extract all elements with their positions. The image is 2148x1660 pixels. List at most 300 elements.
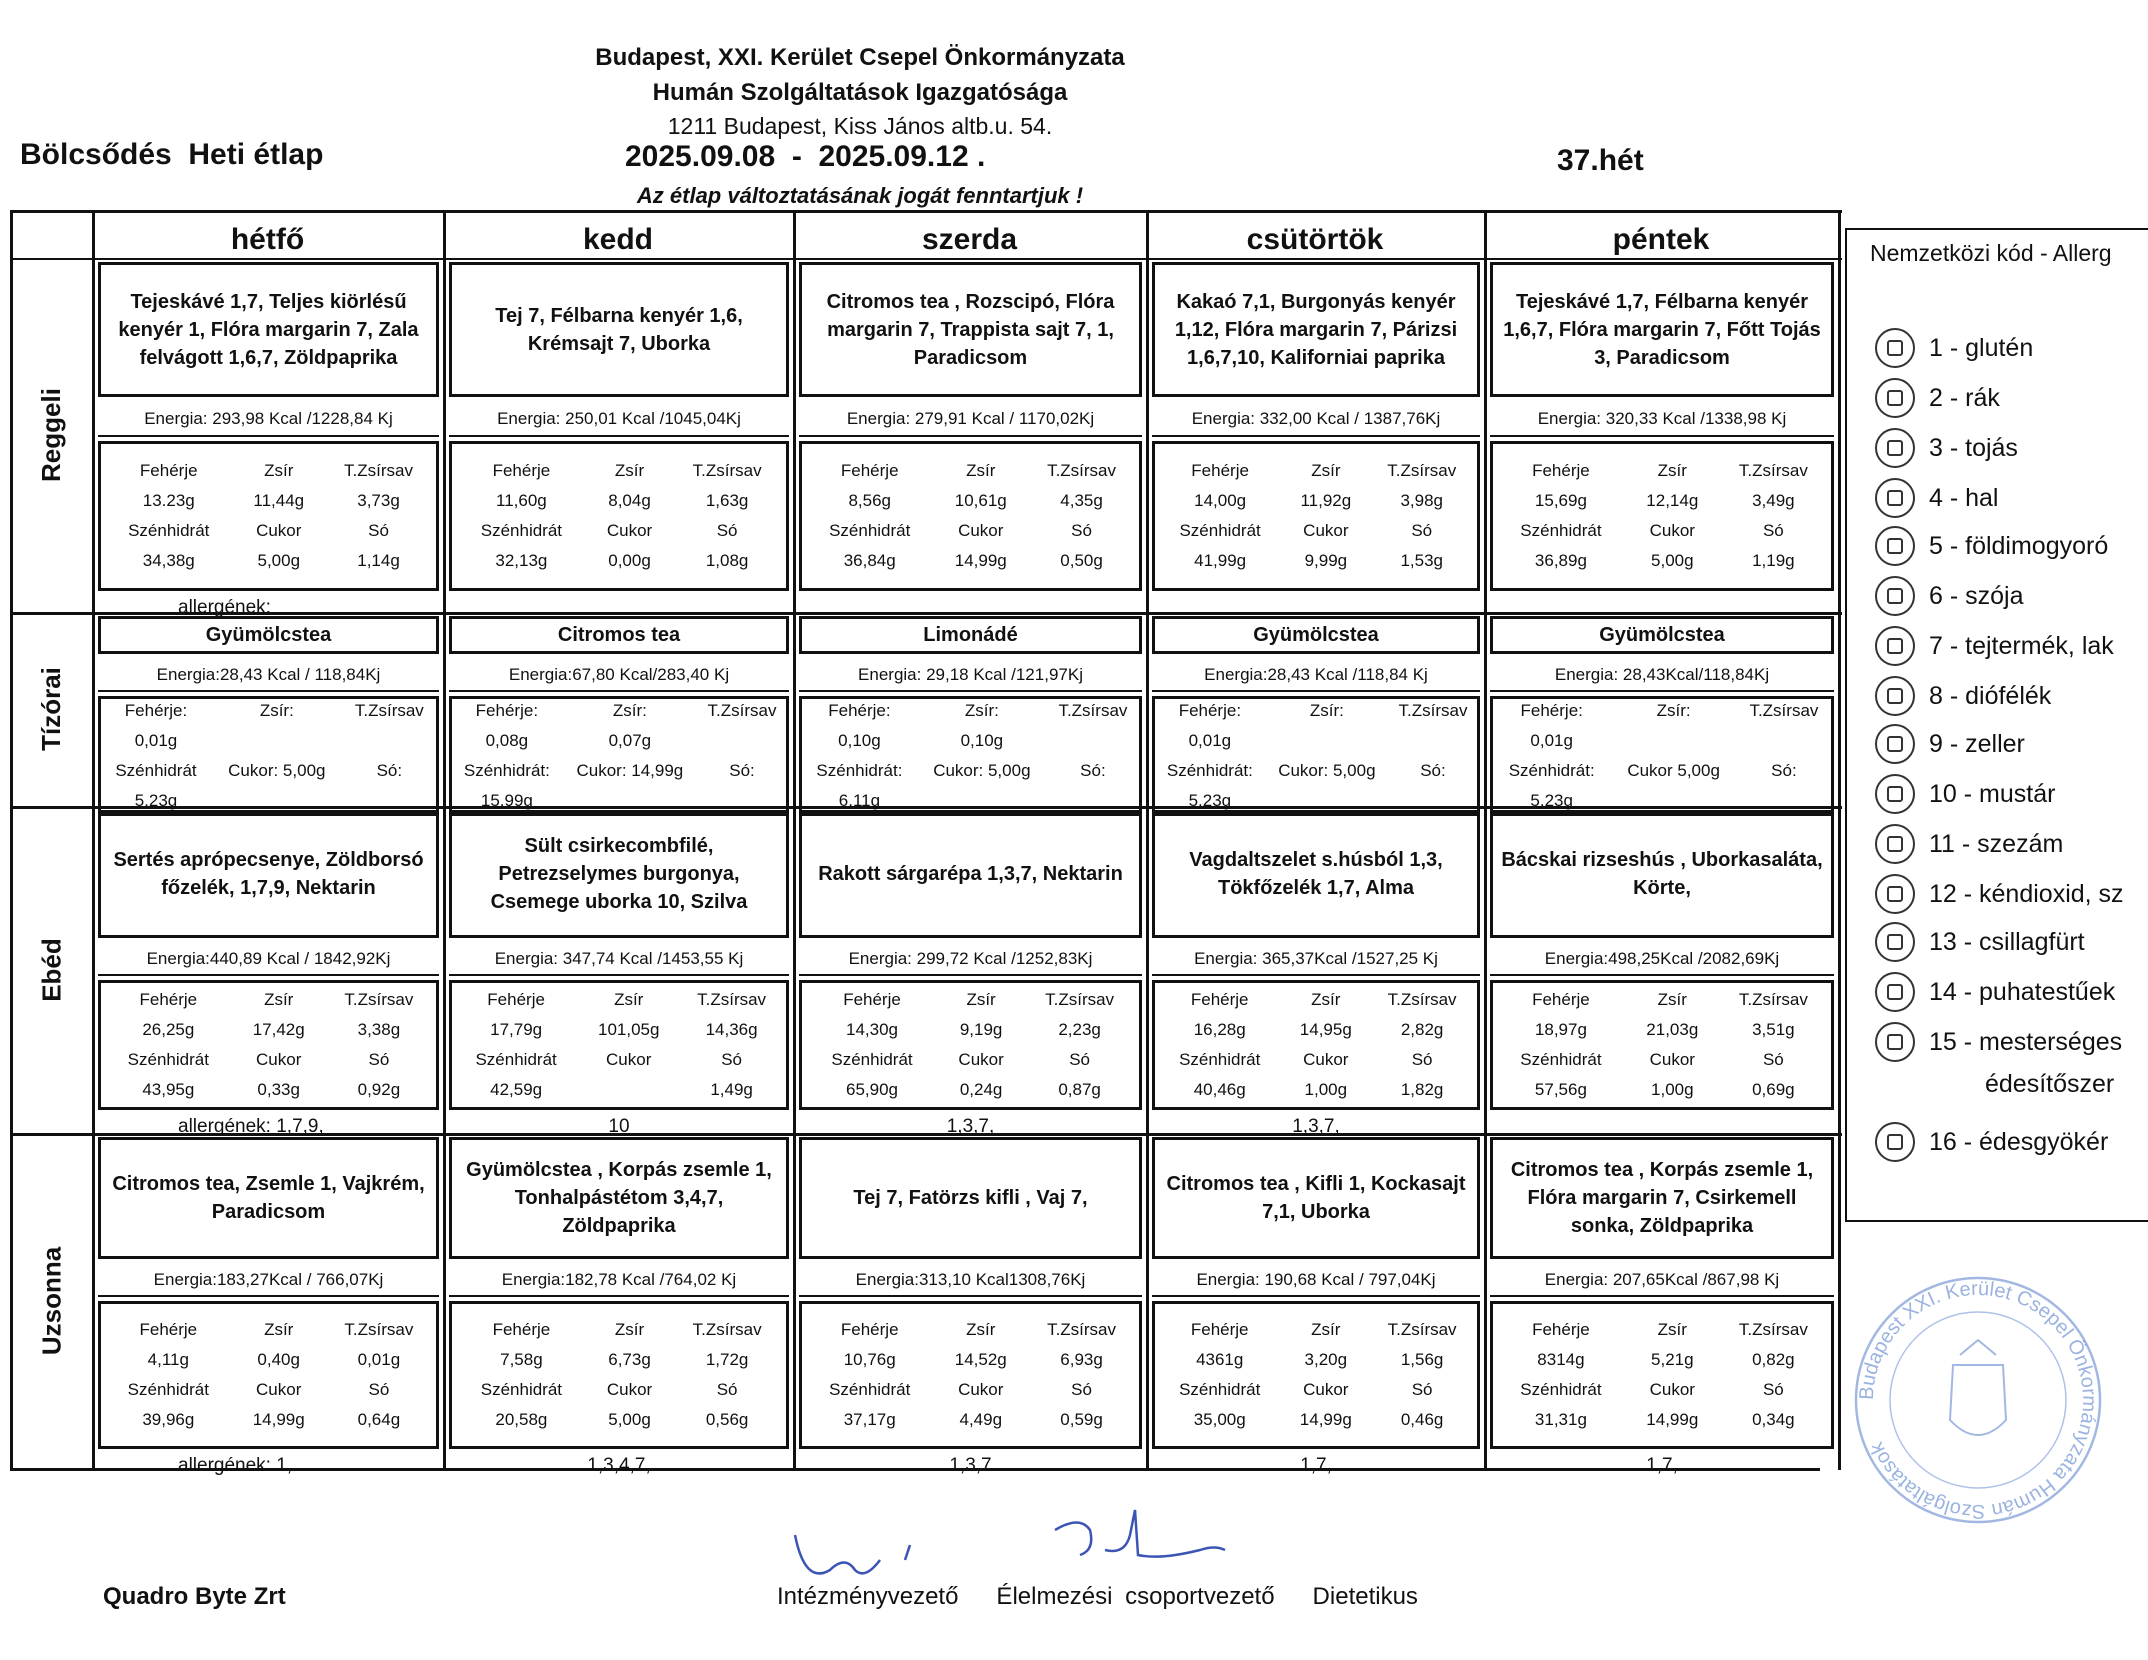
nutrient-row	[802, 1375, 1139, 1405]
nutrient-row	[101, 726, 436, 756]
nutrient-label: Fehérje	[840, 1320, 899, 1339]
nutrient-value: 1,19g	[1752, 551, 1795, 570]
milk-icon	[1875, 626, 1915, 666]
nutrient-value: 11,44g	[253, 491, 305, 510]
legend-item-6	[1875, 626, 2114, 666]
nutrient-label: Szénhidrát	[829, 1380, 911, 1399]
nutrient-label: Zsír	[966, 990, 996, 1009]
nutrient-row	[101, 1315, 436, 1345]
uzsonna-energy-1: Energia:182,78 Kcal /764,02 Kj	[449, 1263, 789, 1297]
official-stamp	[1848, 1270, 2108, 1530]
reggeli-nutrients-0	[98, 441, 439, 591]
nutrient-table	[1493, 1315, 1831, 1435]
nutrient-row	[452, 985, 786, 1015]
nutrient-value: 3,49g	[1752, 491, 1795, 510]
nutrient-label: Só	[716, 521, 738, 540]
nutrient-value	[211, 726, 343, 756]
nutrient-label: Só:	[729, 761, 755, 780]
legend-item-10	[1875, 824, 2063, 864]
tizorai-menu-1	[449, 616, 789, 654]
nutrient-value: 10,61g	[954, 491, 1007, 510]
nutrient-label: Zsír	[264, 990, 294, 1009]
nutrient-value: 26,25g	[142, 1020, 195, 1039]
ebed-energy-4: Energia:498,25Kcal /2082,69Kj	[1490, 942, 1834, 976]
nutrient-label: Zsír	[966, 1320, 996, 1339]
ebed-allergens-0: allergének: 1,7,9,	[178, 1116, 324, 1137]
nutrient-value: 5,21g	[1651, 1350, 1694, 1369]
soy-icon	[1875, 576, 1915, 616]
nutrient-value: 42,59g	[490, 1080, 543, 1099]
grid-column-line	[1484, 210, 1487, 1470]
nutrient-label: Szénhidrát	[1179, 1050, 1261, 1069]
uzsonna-energy-2: Energia:313,10 Kcal1308,76Kj	[799, 1263, 1142, 1297]
nutrient-row	[1155, 1405, 1477, 1435]
nutrient-value: 5,23g	[1188, 791, 1232, 810]
legend-item-8	[1875, 724, 2025, 764]
nutrient-row	[1155, 1315, 1477, 1345]
stamp-text: Budapest XXI. Kerület Csepel Önkormányzata Humán Szolgáltatások	[1855, 1277, 2101, 1523]
nutrient-label: T.Zsírsav	[1387, 461, 1457, 480]
nutrient-label: Só	[1762, 521, 1784, 540]
nutrient-value: 35,00g	[1193, 1410, 1246, 1429]
reggeli-nutrients-1	[449, 441, 789, 591]
nutrient-row	[1493, 1075, 1831, 1105]
nutrient-label: Cukor: 14,99g	[576, 761, 684, 780]
nutrient-value: 10,76g	[843, 1350, 896, 1369]
nutrient-value: 6,93g	[1060, 1350, 1103, 1369]
nutrient-value	[580, 1075, 677, 1105]
legend-item-label: 8 - diófélék	[1929, 681, 2052, 710]
sulphite-icon	[1875, 874, 1915, 914]
nutrient-label: Fehérje:	[475, 701, 539, 720]
nutrient-label: Szénhidrát	[1520, 521, 1602, 540]
uzsonna-menu-text: Citromos tea , Korpás zsemle 1, Flóra margarin 7, Csirkemell sonka, Zöldpaprika	[1510, 1159, 1814, 1237]
nutrient-value: 0,40g	[257, 1350, 300, 1369]
nutrient-label: Fehérje	[492, 461, 551, 480]
nutrient-table	[452, 456, 786, 576]
nutrient-label: Zsír	[966, 461, 996, 480]
nutrient-value: 0,24g	[959, 1080, 1003, 1099]
reggeli-menu-text: Kakaó 7,1, Burgonyás kenyér 1,12, Flóra margarin 7, Párizsi 1,6,7,10, Kaliforniai paprika	[1174, 290, 1458, 369]
nutrient-label: Só	[368, 1050, 390, 1069]
nutrient-value: 14,30g	[846, 1020, 899, 1039]
nutrient-row	[452, 726, 786, 756]
nutrient-label: T.Zsírsav	[1047, 1320, 1117, 1339]
legend-item-2	[1875, 428, 2018, 468]
nutrient-label: Fehérje	[1532, 461, 1590, 480]
nutrient-value: 0,34g	[1752, 1410, 1795, 1429]
sweetener-icon	[1875, 1022, 1915, 1062]
nutrient-value	[1265, 726, 1389, 756]
uzsonna-menu-text: Citromos tea , Kifli 1, Kockasajt 7,1, Uborka	[1166, 1173, 1466, 1223]
day-header-4: péntek	[1612, 223, 1710, 256]
egg-icon	[1875, 428, 1915, 468]
nutrient-value: 39,96g	[142, 1410, 195, 1429]
nutrient-label: Só	[368, 1380, 390, 1399]
nutrient-label: Zsír	[1657, 461, 1687, 480]
nutrient-row	[1493, 1045, 1831, 1075]
nutrient-label: Só	[1071, 521, 1092, 540]
nutrient-label: Só	[1762, 1050, 1784, 1069]
ebed-nutrients-2	[799, 980, 1142, 1110]
nutrient-label: Zsír	[1657, 1320, 1687, 1339]
address: 1211 Budapest, Kiss János altb.u. 54.	[667, 113, 1053, 139]
nutrient-value: 14,95g	[1299, 1020, 1352, 1039]
nutrient-row	[1155, 1375, 1477, 1405]
nutrient-value: 57,56g	[1534, 1080, 1587, 1099]
nutrient-row	[101, 1045, 436, 1075]
nutrient-label: Cukor	[1303, 1050, 1349, 1069]
nutrient-label: Szénhidrát	[1179, 521, 1261, 540]
nutrient-label: Só	[1411, 521, 1433, 540]
peanut-icon	[1875, 526, 1915, 566]
nutrient-value: 14,99g	[1646, 1410, 1699, 1429]
uzsonna-menu-text: Gyümölcstea , Korpás zsemle 1, Tonhalpástétom 3,4,7, Zöldpaprika	[466, 1159, 772, 1237]
uzsonna-allergens-1: 1,3,4,7,	[587, 1455, 651, 1476]
nutrient-row	[1493, 1015, 1831, 1045]
institution-name: Budapest, XXI. Kerület Csepel Önkormányzata	[595, 44, 1125, 71]
reggeli-energy-3: Energia: 332,00 Kcal / 1387,76Kj	[1152, 401, 1480, 437]
nutrient-value: 1,72g	[705, 1350, 749, 1369]
uzsonna-nutrients-3	[1152, 1301, 1480, 1449]
reggeli-energy-0: Energia: 293,98 Kcal /1228,84 Kj	[98, 401, 439, 437]
nutrient-label: Fehérje	[492, 1320, 551, 1339]
nutrient-label: Szénhidrát	[475, 1050, 557, 1069]
nutrient-value	[1389, 726, 1477, 756]
tizorai-menu-text: Limonádé	[923, 624, 1018, 646]
legend-item-label: 3 - tojás	[1929, 433, 2018, 462]
nutrient-table	[452, 696, 786, 816]
nutrient-row	[452, 1345, 786, 1375]
nutrient-label: Szénhidrát	[829, 521, 911, 540]
legend-item-label: 2 - rák	[1929, 383, 2000, 412]
nutrient-label: Cukor	[606, 1380, 653, 1399]
nutrient-label: Zsír	[614, 990, 644, 1009]
legend-item-5	[1875, 576, 2023, 616]
grid-column-line	[1146, 210, 1149, 1470]
ebed-menu-text: Sült csirkecombfilé, Petrezselymes burgonya, Csemege uborka 10, Szilva	[490, 835, 748, 913]
nutrient-row	[452, 756, 786, 786]
wheat-icon	[1875, 328, 1915, 368]
nutrient-value: 18,97g	[1534, 1020, 1587, 1039]
nutrient-row	[802, 1315, 1139, 1345]
nutrient-value: 0,10g	[838, 731, 881, 750]
nutrient-value: 15,99g	[480, 791, 533, 810]
uzsonna-menu-3	[1152, 1137, 1480, 1259]
nutrient-row	[1493, 546, 1831, 576]
reggeli-nutrients-2	[799, 441, 1142, 591]
tizorai-energy-0: Energia:28,43 Kcal / 118,84Kj	[98, 658, 439, 692]
reggeli-energy-4: Energia: 320,33 Kcal /1338,98 Kj	[1490, 401, 1834, 437]
grid-column-line	[443, 210, 446, 1470]
nutrient-table	[802, 696, 1139, 816]
legend-item-label: 4 - hal	[1929, 483, 1999, 512]
uzsonna-menu-2	[799, 1137, 1142, 1259]
nutrient-value: 0,56g	[705, 1410, 749, 1429]
nutrient-label: Cukor: 5,00g	[1278, 761, 1376, 780]
disclaimer-note: Az étlap változtatásának jogát fenntartjuk !	[636, 183, 1084, 208]
nutrient-table	[101, 456, 436, 576]
tizorai-energy-1: Energia:67,80 Kcal/283,40 Kj	[449, 658, 789, 692]
nutrient-label: Fehérje	[139, 990, 198, 1009]
nutrient-label: Cukor	[256, 1380, 302, 1399]
nutrient-value: 14,99g	[1299, 1410, 1352, 1429]
ebed-menu-1	[449, 810, 789, 938]
nutrient-value: 15,69g	[1534, 491, 1587, 510]
nut-icon	[1875, 676, 1915, 716]
nutrient-row	[802, 726, 1139, 756]
tizorai-menu-text: Gyümölcstea	[205, 624, 332, 646]
nutrient-label: Cukor	[606, 1050, 652, 1069]
lupin-icon	[1875, 922, 1915, 962]
ebed-menu-2	[799, 810, 1142, 938]
nutrient-value: 1,00g	[1304, 1080, 1348, 1099]
nutrient-row	[1155, 696, 1477, 726]
nutrient-row	[101, 1345, 436, 1375]
nutrient-value: 1,08g	[705, 551, 749, 570]
nutrient-label: Só	[721, 1050, 742, 1069]
nutrient-value: 0,92g	[357, 1080, 401, 1099]
nutrient-row	[802, 516, 1139, 546]
nutrient-value: 0,46g	[1400, 1410, 1444, 1429]
reggeli-menu-3	[1152, 262, 1480, 397]
nutrient-label: Szénhidrát:	[1508, 761, 1595, 780]
ebed-menu-3	[1152, 810, 1480, 938]
nutrient-label: T.Zsírsav	[707, 701, 777, 720]
uzsonna-menu-0	[98, 1137, 439, 1259]
nutrient-label: Cukor: 5,00g	[228, 761, 326, 780]
uzsonna-energy-3: Energia: 190,68 Kcal / 797,04Kj	[1152, 1263, 1480, 1297]
nutrient-value: 3,98g	[1400, 491, 1444, 510]
nutrient-value: 6,73g	[608, 1350, 651, 1369]
uzsonna-nutrients-1	[449, 1301, 789, 1449]
nutrient-label: Zsír	[264, 461, 294, 480]
nutrient-row	[1155, 486, 1477, 516]
nutrient-value: 36,89g	[1534, 551, 1587, 570]
tizorai-nutrients-2	[799, 696, 1142, 816]
nutrient-value: 9,19g	[959, 1020, 1003, 1039]
nutrient-row	[452, 1375, 786, 1405]
legend-item-1	[1875, 378, 2000, 418]
nutrient-label: Zsír	[264, 1320, 294, 1339]
nutrient-label: T.Zsírsav	[1749, 701, 1819, 720]
nutrient-row	[802, 1075, 1139, 1105]
nutrient-label: T.Zsírsav	[1058, 701, 1128, 720]
reggeli-menu-4	[1490, 262, 1834, 397]
grid-top-line	[10, 210, 1842, 213]
crab-icon	[1875, 378, 1915, 418]
reggeli-menu-text: Tejeskávé 1,7, Félbarna kenyér 1,6,7, Flóra margarin 7, Főtt Tojás 3, Paradicsom	[1503, 290, 1821, 369]
date-range: 2025.09.08 - 2025.09.12 .	[625, 140, 986, 173]
nutrient-label: T.Zsírsav	[1047, 461, 1117, 480]
nutrient-table	[802, 456, 1139, 576]
nutrient-value: 1,53g	[1400, 551, 1444, 570]
nutrient-label: Fehérje:	[1178, 701, 1242, 720]
nutrient-label: Fehérje	[1190, 1320, 1249, 1339]
nutrient-value: 1,56g	[1400, 1350, 1444, 1369]
signature-catering-lead	[1050, 1505, 1230, 1585]
nutrient-value: 21,03g	[1646, 1020, 1699, 1039]
nutrient-row	[1155, 985, 1477, 1015]
nutrient-row	[802, 1015, 1139, 1045]
nutrient-value: 20,58g	[495, 1410, 548, 1429]
nutrient-row	[1493, 1315, 1831, 1345]
nutrient-value: 4361g	[1196, 1350, 1244, 1369]
nutrient-row	[101, 696, 436, 726]
uzsonna-energy-0: Energia:183,27Kcal / 766,07Kj	[98, 1263, 439, 1297]
nutrient-label: Só	[1411, 1380, 1433, 1399]
nutrient-row	[1493, 456, 1831, 486]
nutrient-row	[101, 1405, 436, 1435]
nutrient-label: Fehérje	[1532, 1320, 1590, 1339]
reggeli-menu-1	[449, 262, 789, 397]
ebed-energy-1: Energia: 347,74 Kcal /1453,55 Kj	[449, 942, 789, 976]
nutrient-label: Szénhidrát	[115, 761, 197, 780]
nutrient-label: T.Zsírsav	[354, 701, 424, 720]
nutrient-value: 1,82g	[1400, 1080, 1444, 1099]
nutrient-label: Fehérje	[843, 990, 901, 1009]
nutrient-value	[1737, 726, 1831, 756]
nutrient-value: 14,36g	[705, 1020, 758, 1039]
ebed-menu-text: Sertés aprópecsenye, Zöldborsó főzelék, 1,7,9, Nektarin	[113, 849, 424, 899]
ebed-nutrients-0	[98, 980, 439, 1110]
nutrient-table	[1493, 696, 1831, 816]
nutrient-value: 40,46g	[1193, 1080, 1246, 1099]
ebed-nutrients-3	[1152, 980, 1480, 1110]
nutrient-row	[1155, 1015, 1477, 1045]
nutrient-table	[1155, 696, 1477, 816]
nutrient-value: 0,01g	[1530, 731, 1573, 750]
nutrient-value	[698, 726, 786, 756]
nutrient-value: 3,51g	[1752, 1020, 1795, 1039]
ebed-menu-text: Bácskai rizseshús , Uborkasaláta, Körte,	[1501, 849, 1823, 899]
grid-column-line	[92, 210, 95, 1470]
tizorai-nutrients-0	[98, 696, 439, 816]
signature-director	[785, 1515, 945, 1590]
nutrient-label: Fehérje	[139, 461, 198, 480]
uzsonna-allergens-3: 1,7,	[1300, 1455, 1332, 1476]
ebed-menu-text: Vagdaltszelet s.húsból 1,3, Tökfőzelék 1,7, Alma	[1189, 849, 1443, 899]
nutrient-value: 2,23g	[1058, 1020, 1101, 1039]
nutrient-label: Fehérje:	[1520, 701, 1583, 720]
nutrient-value	[1047, 726, 1139, 756]
nutrient-label: Szénhidrát	[480, 521, 563, 540]
nutrient-value: 2,82g	[1400, 1020, 1444, 1039]
nutrient-row	[1155, 1345, 1477, 1375]
uzsonna-menu-text: Citromos tea, Zsemle 1, Vajkrém, Paradicsom	[112, 1173, 425, 1223]
nutrient-table	[1493, 985, 1831, 1105]
reggeli-menu-text: Tej 7, Félbarna kenyér 1,6, Krémsajt 7, Uborka	[495, 304, 743, 355]
nutrient-label: T.Zsírsav	[344, 990, 414, 1009]
nutrient-label: Fehérje	[487, 990, 545, 1009]
signer-roles: Intézményvezető Élelmezési csoportvezető Dietetikus	[777, 1583, 1418, 1610]
nutrient-label: Só:	[1771, 761, 1797, 780]
page-title: Bölcsődés Heti étlap	[20, 138, 324, 171]
nutrient-value: 8314g	[1537, 1350, 1585, 1369]
legend-item-14	[1875, 1022, 2122, 1062]
nutrient-label: Fehérje	[139, 1320, 198, 1339]
nutrient-value: 0,33g	[257, 1080, 300, 1099]
nutrient-row	[1155, 1075, 1477, 1105]
nutrient-table	[802, 985, 1139, 1105]
nutrient-value: 16,28g	[1193, 1020, 1246, 1039]
nutrient-value: 0,50g	[1060, 551, 1103, 570]
nutrient-row	[101, 516, 436, 546]
nutrient-row	[452, 546, 786, 576]
nutrient-value: 14,00g	[1194, 491, 1247, 510]
nutrient-label: Só	[368, 521, 389, 540]
grid-left-line	[10, 210, 13, 1470]
nutrient-label: T.Zsírsav	[692, 1320, 762, 1339]
nutrient-row	[452, 1015, 786, 1045]
day-header-2: szerda	[921, 223, 1018, 256]
reggeli-allergens-0: allergének:	[178, 597, 271, 618]
uzsonna-nutrients-2	[799, 1301, 1142, 1449]
reggeli-nutrients-4	[1490, 441, 1834, 591]
nutrient-row	[802, 546, 1139, 576]
uzsonna-nutrients-0	[98, 1301, 439, 1449]
nutrient-value: 5,00g	[257, 551, 301, 570]
nutrient-value: 37,17g	[843, 1410, 896, 1429]
legend-title: Nemzetközi kód - Allerg	[1870, 240, 2112, 266]
nutrient-row	[1155, 726, 1477, 756]
nutrient-label: T.Zsírsav	[344, 1320, 414, 1339]
nutrient-label: Só:	[376, 761, 403, 780]
nutrient-row	[802, 486, 1139, 516]
legend-item-16	[1875, 1122, 2108, 1162]
nutrient-value: 1,63g	[705, 491, 749, 510]
nutrient-label: T.Zsírsav	[1387, 1320, 1457, 1339]
nutrient-label: Szénhidrát	[127, 1380, 209, 1399]
nutrient-label: T.Zsírsav	[697, 990, 767, 1009]
nutrient-value: 101,05g	[597, 1020, 660, 1039]
nutrient-label: Cukor	[1649, 521, 1695, 540]
nutrient-row	[101, 456, 436, 486]
nutrient-label: Fehérje	[1190, 990, 1249, 1009]
nutrient-value: 3,20g	[1304, 1350, 1348, 1369]
nutrient-label: Szénhidrát:	[463, 761, 550, 780]
nutrient-value: 0,08g	[485, 731, 529, 750]
nutrient-value: 13.23g	[142, 491, 195, 510]
grid-column-line	[1838, 210, 1841, 1470]
nutrient-value: 43,95g	[142, 1080, 195, 1099]
nutrient-table	[1155, 1315, 1477, 1435]
nutrient-label: Só	[1071, 1380, 1092, 1399]
tizorai-menu-4	[1490, 616, 1834, 654]
nutrient-value: 0,82g	[1752, 1350, 1795, 1369]
nutrient-label: Szénhidrát	[1179, 1380, 1261, 1399]
reggeli-menu-text: Tejeskávé 1,7, Teljes kiörlésű kenyér 1, Flóra margarin 7, Zala felvágott 1,6,7, Zöldpaprika	[118, 290, 419, 369]
nutrient-label: Cukor: 5,00g	[933, 761, 1031, 780]
nutrient-label: Zsír	[1311, 1320, 1341, 1339]
nutrient-value: 5,23g	[1530, 791, 1573, 810]
nutrient-row	[802, 1405, 1139, 1435]
nutrient-label: T.Zsírsav	[1398, 701, 1468, 720]
nutrient-row	[452, 1315, 786, 1345]
nutrient-label: T.Zsírsav	[1045, 990, 1115, 1009]
nutrient-value: 31,31g	[1534, 1410, 1587, 1429]
nutrient-table	[802, 1315, 1139, 1435]
nutrient-table	[452, 1315, 786, 1435]
nutrient-label: Zsír:	[1656, 701, 1691, 720]
sesame-icon	[1875, 824, 1915, 864]
reggeli-menu-0	[98, 262, 439, 397]
uzsonna-energy-4: Energia: 207,65Kcal /867,98 Kj	[1490, 1263, 1834, 1297]
nutrient-label: Só	[1762, 1380, 1784, 1399]
nutrient-table	[1155, 456, 1477, 576]
ebed-menu-text: Rakott sárgarépa 1,3,7, Nektarin	[818, 863, 1123, 885]
nutrient-row	[452, 696, 786, 726]
